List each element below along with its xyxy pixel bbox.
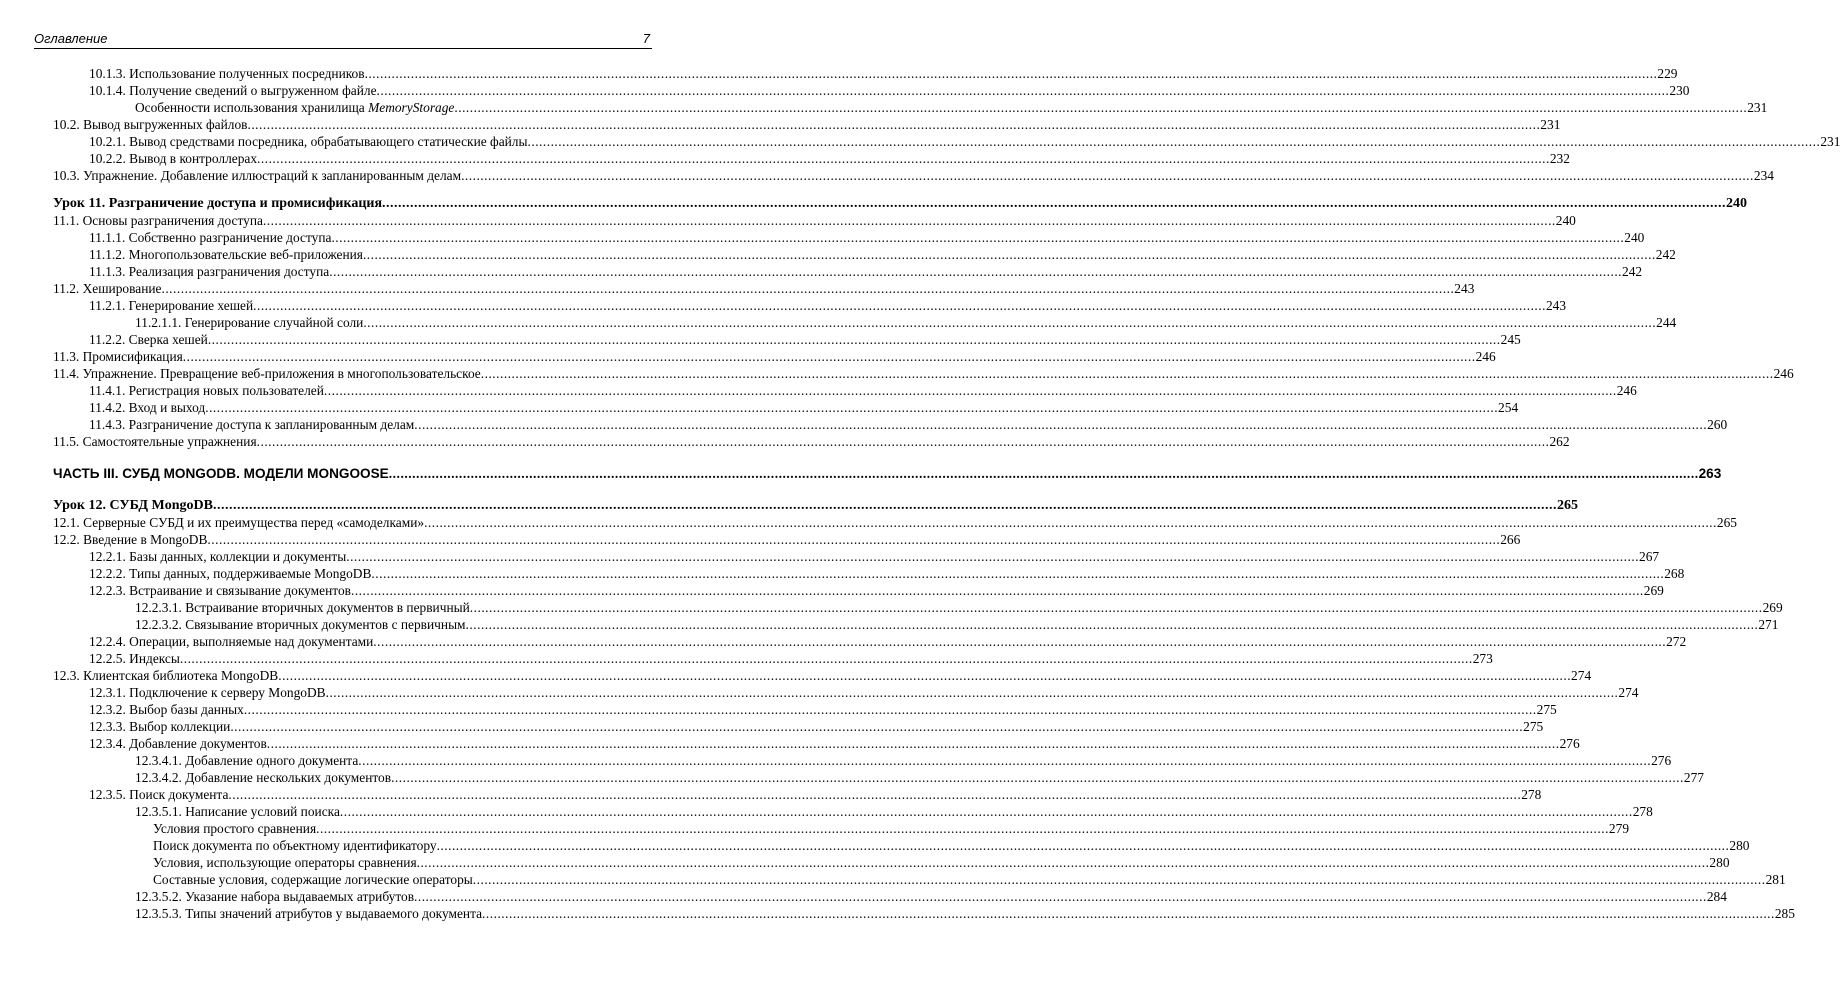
toc-entry-title: 12.2.4. Операции, выполняемые над документами xyxy=(89,634,374,649)
toc-leader xyxy=(377,83,1670,99)
toc-entry-title: Поиск документа по объектному идентификатору xyxy=(153,838,437,853)
toc-leader xyxy=(424,515,1717,531)
toc-entry xyxy=(53,515,1737,531)
toc-entry-title: 11.1.3. Реализация разграничения доступа xyxy=(89,264,330,279)
toc-entry xyxy=(53,281,1475,297)
toc-entry-page: 232 xyxy=(1549,151,1570,166)
toc-entry-title: 11.1.2. Многопользовательские веб-приложения xyxy=(89,247,363,262)
toc-entry-title: 11.2.1. Генерирование хешей xyxy=(89,298,254,313)
toc-entry-page: 246 xyxy=(1773,366,1794,381)
toc-entry-page: 284 xyxy=(1706,889,1727,904)
toc-entry-page: 265 xyxy=(1556,498,1578,513)
toc-entry-title: 11.3. Промисификация xyxy=(53,349,183,364)
toc-leader xyxy=(470,600,1763,616)
toc-entry-page: 278 xyxy=(1521,787,1542,802)
toc-entry-title: 10.2.2. Вывод в контроллерах xyxy=(89,151,258,166)
toc-entry-title: 10.2. Вывод выгруженных файлов xyxy=(53,117,248,132)
toc-entry-title: Составные условия, содержащие логические операторы xyxy=(153,872,473,887)
toc-leader xyxy=(389,466,1699,482)
toc-entry-title: 11.2.2. Сверка хешей xyxy=(89,332,208,347)
toc-entry xyxy=(53,366,1794,382)
toc-leader xyxy=(324,383,1617,399)
toc-entry xyxy=(53,838,1750,854)
toc-entry-title: 12.2.1. Базы данных, коллекции и документы xyxy=(89,549,347,564)
toc-leader xyxy=(414,889,1707,905)
toc-entry xyxy=(53,566,1685,582)
toc-entry-page: 231 xyxy=(1820,134,1840,149)
toc-entry xyxy=(53,117,1561,133)
toc-leader xyxy=(358,753,1651,769)
toc-entry-title: 11.2. Хеширование xyxy=(53,281,162,296)
toc-leader xyxy=(340,804,1633,820)
toc-entry-page: 276 xyxy=(1651,753,1672,768)
toc-entry xyxy=(53,83,1690,99)
toc-leader xyxy=(363,315,1656,331)
toc-entry-title: 11.2.1.1. Генерирование случайной соли xyxy=(135,315,364,330)
toc-entry-title: ЧАСТЬ III. СУБД MONGODB. МОДЕЛИ MONGOOSE xyxy=(53,466,389,481)
toc-entry-page: 274 xyxy=(1618,685,1639,700)
toc-part-heading xyxy=(53,466,1722,482)
toc-entry xyxy=(53,400,1519,416)
toc-entry xyxy=(53,753,1672,769)
toc-entry-page: 267 xyxy=(1639,549,1660,564)
toc-entry xyxy=(53,668,1592,684)
toc-entry-title: Урок 11. Разграничение доступа и промисификация xyxy=(53,196,383,211)
toc-entry-page: 275 xyxy=(1536,702,1557,717)
toc-entry-page: 266 xyxy=(1500,532,1521,547)
toc-entry-title: Условия простого сравнения xyxy=(153,821,317,836)
toc-entry-page: 280 xyxy=(1729,838,1750,853)
toc-entry xyxy=(53,151,1570,167)
toc-leader xyxy=(371,566,1664,582)
toc-entry-title: 12.1. Серверные СУБД и их преимущества перед «самоделками» xyxy=(53,515,425,530)
toc-entry-title: 12.3.4. Добавление документов xyxy=(89,736,267,751)
toc-leader xyxy=(257,151,1550,167)
toc-entry-page: 246 xyxy=(1475,349,1496,364)
toc-entry xyxy=(53,349,1496,365)
toc-entry xyxy=(53,247,1676,263)
toc-entry-page: 240 xyxy=(1624,230,1645,245)
toc-leader xyxy=(351,583,1644,599)
toc-entry xyxy=(53,549,1660,565)
toc-lesson-heading xyxy=(53,196,1748,212)
toc-leader xyxy=(316,821,1609,837)
toc-entry-page: 276 xyxy=(1559,736,1580,751)
toc-entry xyxy=(53,804,1653,820)
toc-entry xyxy=(53,787,1542,803)
toc-entry xyxy=(53,298,1567,314)
toc-leader xyxy=(329,264,1622,280)
toc-entry xyxy=(53,906,1795,922)
toc-leader xyxy=(391,770,1684,786)
toc-entry-title: 12.3.5.1. Написание условий поиска xyxy=(135,804,340,819)
toc-entry xyxy=(53,66,1678,82)
toc-entry-title: 11.4.3. Разграничение доступа к запланированным делам xyxy=(89,417,415,432)
toc-entry xyxy=(53,770,1704,786)
toc-entry-title: 12.3.4.1. Добавление одного документа xyxy=(135,753,359,768)
toc-entry-page: 268 xyxy=(1664,566,1685,581)
toc-leader xyxy=(473,872,1766,888)
toc-leader xyxy=(363,247,1656,263)
toc-entry-page: 240 xyxy=(1555,213,1576,228)
toc-entry xyxy=(53,685,1639,701)
toc-entry xyxy=(53,583,1664,599)
toc-entry-title: 12.3.5. Поиск документа xyxy=(89,787,229,802)
toc-entry-title: 11.1.1. Собственно разграничение доступа xyxy=(89,230,332,245)
toc-leader xyxy=(244,702,1537,718)
toc-entry-page: 229 xyxy=(1657,66,1678,81)
toc-entry-title xyxy=(135,100,454,116)
toc-entry-title: 12.3.4.2. Добавление нескольких документов xyxy=(135,770,392,785)
toc-leader xyxy=(481,366,1774,382)
toc-entry-page: 285 xyxy=(1774,906,1795,921)
toc-entry-title: 11.4. Упражнение. Превращение веб-приложения в многопользовательское xyxy=(53,366,481,381)
toc-entry xyxy=(53,872,1786,888)
toc-entry-page: 277 xyxy=(1683,770,1704,785)
toc-leader xyxy=(414,417,1707,433)
toc-entry-page: 231 xyxy=(1540,117,1561,132)
toc-entry-page: 240 xyxy=(1726,196,1748,211)
toc-entry-page: 280 xyxy=(1709,855,1730,870)
toc-leader xyxy=(326,685,1619,701)
toc-entry xyxy=(53,651,1493,667)
toc-leader xyxy=(365,66,1658,82)
toc-entry-title: 11.5. Самостоятельные упражнения xyxy=(53,434,257,449)
toc-leader xyxy=(263,213,1556,229)
toc-entry-title: 12.3.1. Подключение к серверу MongoDB xyxy=(89,685,326,700)
toc-leader xyxy=(208,332,1501,348)
toc-leader xyxy=(230,719,1523,735)
toc-entry xyxy=(53,889,1727,905)
toc-leader xyxy=(346,549,1639,565)
toc-entry-page: 278 xyxy=(1632,804,1653,819)
toc-entry-title: 10.2.1. Вывод средствами посредника, обрабатывающего статические файлы xyxy=(89,134,528,149)
toc-entry-page: 244 xyxy=(1656,315,1677,330)
header-page-number: 7 xyxy=(642,31,650,46)
toc-entry-title: 12.2.5. Индексы xyxy=(89,651,180,666)
toc-entry-page: 260 xyxy=(1707,417,1728,432)
toc-entry-title: 12.3. Клиентская библиотека MongoDB xyxy=(53,668,279,683)
toc-entry-page: 269 xyxy=(1762,600,1783,615)
toc-entry-page: 275 xyxy=(1523,719,1544,734)
toc-entry-title-emphasis: MemoryStorage xyxy=(368,100,455,115)
toc-entry-page: 246 xyxy=(1616,383,1637,398)
toc-leader xyxy=(228,787,1521,803)
toc-entry-page: 263 xyxy=(1698,466,1722,481)
toc-entry-page: 272 xyxy=(1666,634,1687,649)
toc-leader xyxy=(382,196,1726,212)
toc-entry-title: Урок 12. СУБД MongoDB xyxy=(53,498,213,513)
toc-entry-page: 279 xyxy=(1608,821,1630,836)
toc-leader xyxy=(267,736,1560,752)
toc-entry-title: 10.3. Упражнение. Добавление иллюстраций к запланированным делам xyxy=(53,168,462,183)
toc-entry-title: 10.1.4. Получение сведений о выгруженном файле xyxy=(89,83,377,98)
toc-leader xyxy=(437,838,1730,854)
toc-entry xyxy=(53,719,1544,735)
toc-leader xyxy=(461,168,1754,184)
toc-leader xyxy=(528,134,1821,150)
toc-entry-title: Условия, использующие операторы сравнения xyxy=(153,855,417,870)
toc-entry xyxy=(53,702,1557,718)
toc-leader xyxy=(482,906,1775,922)
toc-entry-title: 12.2.3.2. Связывание вторичных документов с первичным xyxy=(135,617,466,632)
toc-leader xyxy=(213,498,1557,514)
toc-entry-page: 234 xyxy=(1753,168,1774,183)
toc-entry-title: 11.1. Основы разграничения доступа xyxy=(53,213,263,228)
toc-entry-page: 242 xyxy=(1655,247,1676,262)
toc-entry-title: 12.3.2. Выбор базы данных xyxy=(89,702,244,717)
toc-leader xyxy=(207,532,1500,548)
toc-entry xyxy=(53,855,1730,871)
toc-entry-title: 12.2.3.1. Встраивание вторичных документов в первичный xyxy=(135,600,470,615)
toc-leader xyxy=(257,434,1550,450)
toc-entry xyxy=(53,383,1637,399)
toc-entry xyxy=(53,213,1576,229)
toc-entry-page: 271 xyxy=(1758,617,1779,632)
toc-entry xyxy=(53,230,1645,246)
toc-leader xyxy=(373,634,1666,650)
toc-entry-page: 269 xyxy=(1643,583,1664,598)
toc-entry xyxy=(53,134,1840,150)
toc-entry xyxy=(53,736,1580,752)
toc-entry-page: 254 xyxy=(1498,400,1519,415)
toc-leader xyxy=(331,230,1624,246)
header-title: Оглавление xyxy=(34,31,108,46)
toc-entry-title: 12.3.3. Выбор коллекции xyxy=(89,719,231,734)
toc-entry-page: 231 xyxy=(1747,100,1768,115)
toc-entry xyxy=(53,417,1728,433)
toc-leader xyxy=(454,100,1747,116)
toc-entry xyxy=(53,821,1630,837)
toc-entry-page: 274 xyxy=(1571,668,1592,683)
toc-entry-page: 242 xyxy=(1622,264,1643,279)
toc-entry-page: 245 xyxy=(1500,332,1521,347)
toc-entry-title: 12.3.5.2. Указание набора выдаваемых атрибутов xyxy=(135,889,415,904)
toc-entry xyxy=(53,168,1774,184)
toc-entry xyxy=(53,434,1570,450)
toc-entry-title: 12.3.5.3. Типы значений атрибутов у выдаваемого документа xyxy=(135,906,483,921)
page-header xyxy=(34,30,652,49)
toc-entry-page: 243 xyxy=(1545,298,1567,313)
toc-entry xyxy=(53,617,1779,633)
toc-leader xyxy=(183,349,1476,365)
toc-entry-title: 10.1.3. Использование полученных посредников xyxy=(89,66,365,81)
toc-entry-page: 230 xyxy=(1669,83,1690,98)
toc-leader xyxy=(466,617,1759,633)
toc-entry-page: 265 xyxy=(1716,515,1737,530)
toc-entry-title-text: Особенности использования хранилища xyxy=(135,100,369,115)
toc-entry-page: 281 xyxy=(1765,872,1786,887)
toc-entry-page: 262 xyxy=(1549,434,1570,449)
toc-leader xyxy=(417,855,1710,871)
toc-entry-title: 11.4.1. Регистрация новых пользователей xyxy=(89,383,324,398)
toc-entry xyxy=(53,532,1521,548)
toc-leader xyxy=(161,281,1454,297)
toc-entry xyxy=(53,634,1687,650)
toc-leader xyxy=(253,298,1546,314)
toc-entry xyxy=(53,315,1677,331)
toc-entry xyxy=(53,100,1768,116)
toc-leader xyxy=(205,400,1498,416)
toc-leader xyxy=(180,651,1473,667)
toc-entry xyxy=(53,332,1521,348)
toc-entry-title: 12.2.3. Встраивание и связывание документов xyxy=(89,583,351,598)
toc-entry xyxy=(53,600,1783,616)
toc-entry xyxy=(53,264,1643,280)
toc-entry-title: 12.2.2. Типы данных, поддерживаемые MongoDB xyxy=(89,566,372,581)
toc-entry-title: 12.2. Введение в MongoDB xyxy=(53,532,208,547)
toc-leader xyxy=(247,117,1540,133)
toc-leader xyxy=(278,668,1571,684)
toc-entry-page: 273 xyxy=(1472,651,1493,666)
toc-entry-page: 243 xyxy=(1454,281,1475,296)
toc-lesson-heading xyxy=(53,498,1578,514)
toc-entry-title: 11.4.2. Вход и выход xyxy=(89,400,206,415)
